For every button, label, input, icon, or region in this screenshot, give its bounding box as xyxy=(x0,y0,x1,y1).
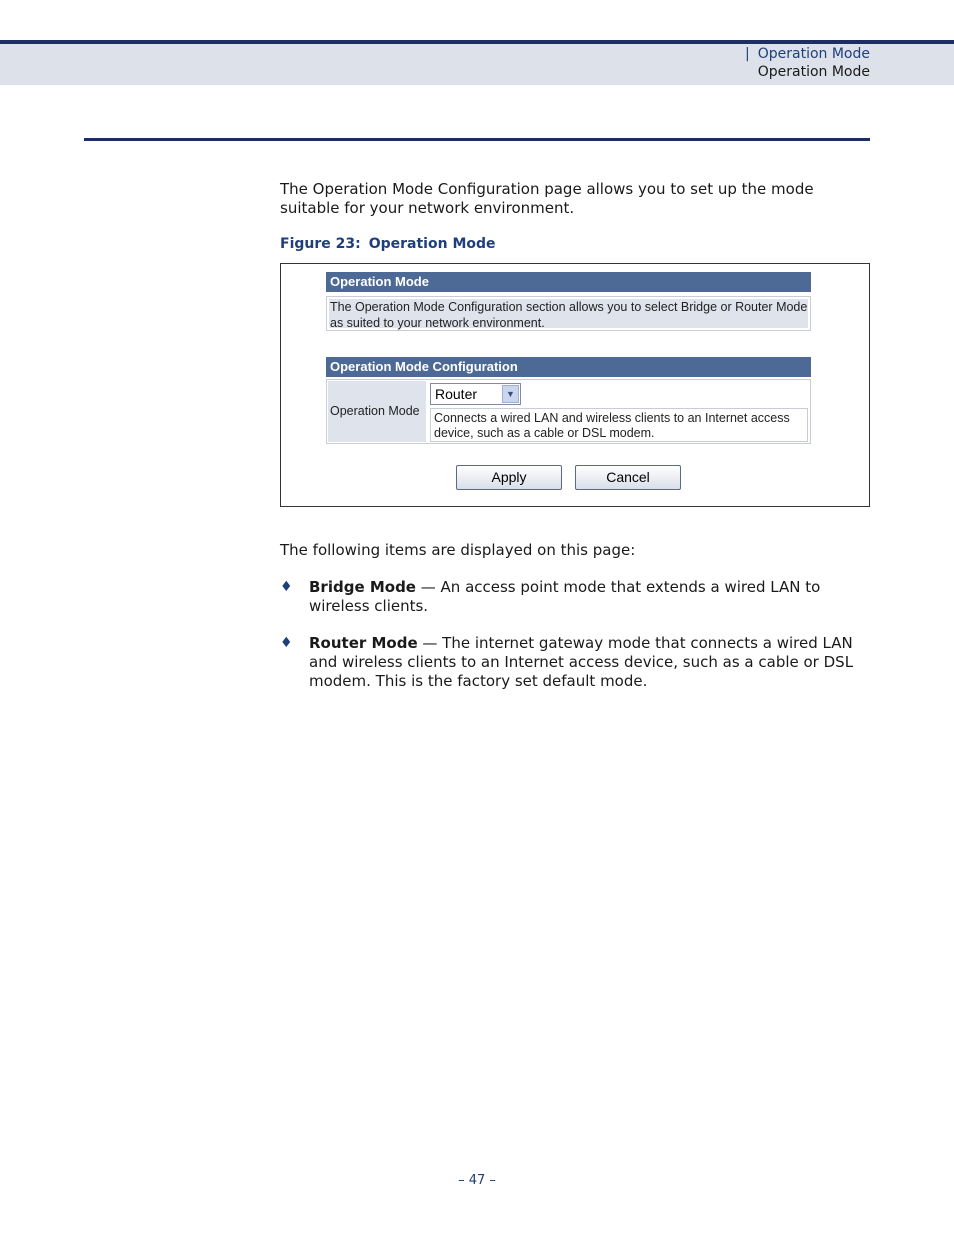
select-value: Router xyxy=(435,386,478,402)
chevron-down-icon[interactable]: ▼ xyxy=(502,385,519,403)
panel-description: The Operation Mode Configuration section allows you to select Bridge or Router Mode as suited to your network environment. xyxy=(330,300,808,330)
panel-title-configuration: Operation Mode Configuration xyxy=(326,357,811,377)
intro-paragraph: The Operation Mode Configuration page allows you to set up the mode suitable for your network environment. xyxy=(280,180,814,217)
section-rule xyxy=(84,138,870,141)
figure-title: Operation Mode xyxy=(368,236,496,252)
header-chapter-title: Operation Mode xyxy=(757,46,870,62)
apply-button[interactable]: Apply xyxy=(456,465,562,490)
config-row xyxy=(326,379,811,444)
operation-mode-label: Operation Mode xyxy=(328,381,426,442)
panel-title-operation-mode: Operation Mode xyxy=(326,272,811,292)
cancel-button[interactable]: Cancel xyxy=(575,465,681,490)
page-number: – 47 – xyxy=(458,1173,496,1188)
items-lead-paragraph: The following items are displayed on this page: xyxy=(280,541,636,559)
figure-caption xyxy=(280,236,496,252)
list-item-desc: — An access point mode that extends a wired LAN to wireless clients. xyxy=(309,578,821,615)
diamond-bullet-icon: ♦ xyxy=(280,635,293,651)
list-item-term: Router Mode xyxy=(309,634,418,652)
header-separator: | xyxy=(745,46,750,62)
panel-description-box xyxy=(326,296,811,331)
config-value-cell xyxy=(428,381,809,442)
list-item-text xyxy=(309,634,869,691)
figure-label: Figure 23: xyxy=(280,236,361,252)
operation-mode-select[interactable] xyxy=(430,383,521,405)
list-item-term: Bridge Mode xyxy=(309,578,416,596)
running-header-section: Operation Mode xyxy=(757,64,870,80)
diamond-bullet-icon: ♦ xyxy=(280,579,293,595)
list-item-text xyxy=(309,578,869,616)
running-header-chapter xyxy=(745,46,870,62)
figure-screenshot xyxy=(280,263,870,507)
mode-help-text: Connects a wired LAN and wireless clients to an Internet access device, such as a cable or DSL modem. xyxy=(430,408,808,442)
list-item-desc: — The internet gateway mode that connects a wired LAN and wireless clients to an Internet access device, such as a cable or DSL modem. This is the factory set default mode. xyxy=(309,634,854,690)
